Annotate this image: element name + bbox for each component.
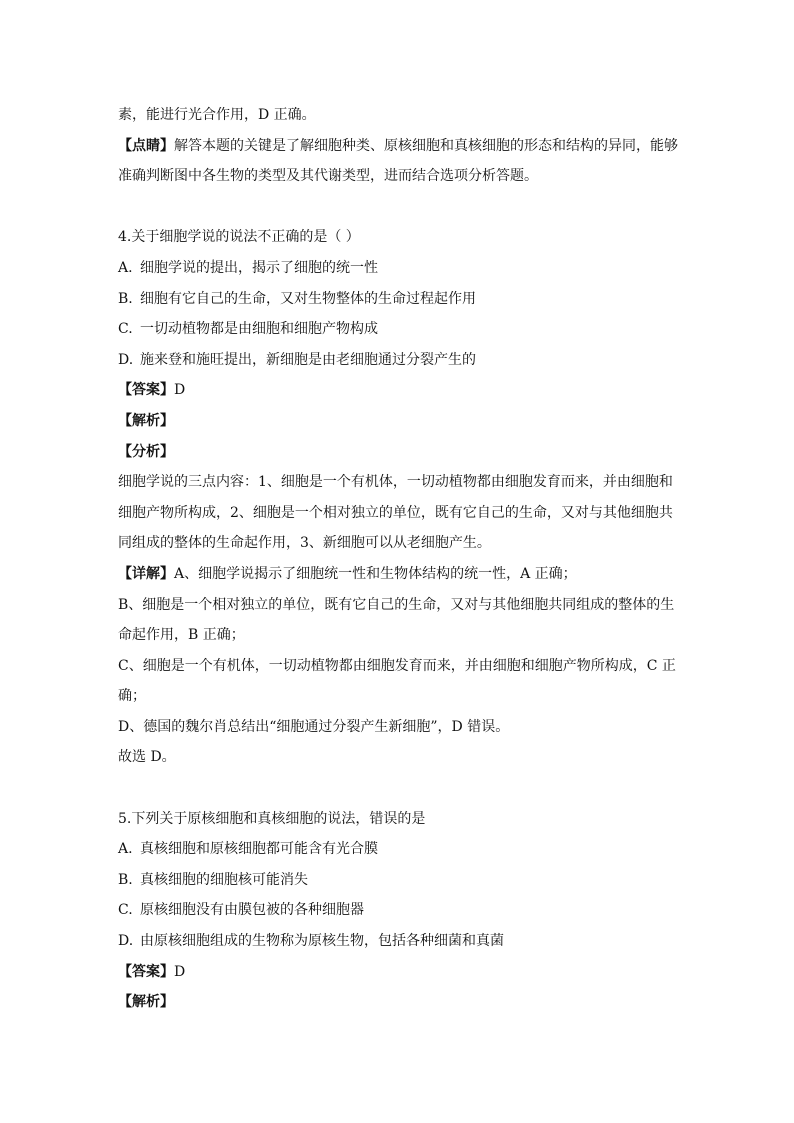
option-text: 真核细胞和原核细胞都可能含有光合膜: [140, 841, 378, 858]
q4-option-b: [118, 284, 678, 315]
point-tag: 【点睛】: [118, 137, 174, 154]
q4-fenxi-line-3: 同组成的整体的生命起作用，3、新细胞可以从老细胞产生。: [118, 535, 491, 552]
document-page: [118, 100, 678, 1018]
spacer: [118, 192, 678, 223]
q5-option-a: [118, 834, 678, 865]
q4-fenxi-line-1: 细胞学说的三点内容：1、细胞是一个有机体，一切动植物都由细胞发育而来，并由细胞和: [118, 474, 673, 491]
option-text: 由原核细胞组成的生物称为原核生物，包括各种细菌和真菌: [140, 933, 504, 950]
option-letter: A.: [118, 841, 133, 858]
option-text: 细胞有它自己的生命，又对生物整体的生命过程起作用: [140, 290, 476, 307]
q4-fenxi-line-2: 细胞产物所构成，2、细胞是一个相对独立的单位，既有它自己的生命，又对与其他细胞共: [118, 504, 673, 521]
option-text: 一切动植物都是由细胞和细胞产物构成: [140, 321, 378, 338]
option-letter: B.: [118, 290, 133, 307]
q4-stem: 4.关于细胞学说的说法不正确的是（ ）: [118, 229, 360, 246]
answer-value: D: [174, 963, 186, 980]
prev-point-line-2: 准确判断图中各生物的类型及其代谢类型，进而结合选项分析答题。: [118, 168, 538, 185]
q4-option-c: [118, 314, 678, 345]
q4-answer: [118, 375, 678, 406]
option-letter: B.: [118, 871, 133, 888]
detail-text: A、细胞学说揭示了细胞统一性和生物体结构的统一性，A 正确；: [174, 565, 577, 582]
q4-detail-line-5: 确；: [118, 688, 146, 705]
answer-value: D: [174, 382, 186, 399]
q5-option-c: [118, 895, 678, 926]
q4-detail-line-4: C、细胞是一个有机体，一切动植物都由细胞发育而来，并由细胞和细胞产物所构成，C 正: [118, 657, 676, 674]
prev-tail-text: 素，能进行光合作用，D 正确。: [118, 107, 316, 123]
option-text: 施来登和施旺提出，新细胞是由老细胞通过分裂产生的: [140, 351, 476, 368]
option-letter: D.: [118, 933, 134, 950]
option-letter: C.: [118, 321, 133, 338]
option-text: 原核细胞没有由膜包被的各种细胞器: [140, 902, 364, 919]
q5-option-b: [118, 865, 678, 896]
q4-conclusion: 故选 D。: [118, 749, 176, 766]
spacer: [118, 773, 678, 804]
answer-tag: 【答案】: [118, 963, 174, 980]
q5-answer: [118, 957, 678, 988]
q5-analysis-tag: 【解析】: [118, 994, 174, 1011]
option-letter: C.: [118, 902, 133, 919]
q4-option-d: [118, 345, 678, 376]
point-text-1: 解答本题的关键是了解细胞种类、原核细胞和真核细胞的形态和结构的异同，能够: [174, 137, 678, 154]
detail-tag: 【详解】: [118, 565, 174, 582]
q4-detail-line-6: D、德国的魏尔肖总结出“细胞通过分裂产生新细胞”，D 错误。: [118, 718, 510, 735]
q5-option-d: [118, 926, 678, 957]
q5-stem: 5.下列关于原核细胞和真核细胞的说法，错误的是: [118, 810, 426, 827]
answer-tag: 【答案】: [118, 382, 174, 399]
option-text: 真核细胞的细胞核可能消失: [140, 871, 308, 888]
q4-analysis-tag: 【解析】: [118, 412, 174, 429]
q4-detail-line-2: B、细胞是一个相对独立的单位，既有它自己的生命，又对与其他细胞共同组成的整体的生: [118, 596, 675, 613]
q4-detail-line-3: 命起作用，B 正确；: [118, 627, 245, 644]
prev-point-line-1: [118, 131, 678, 162]
q4-option-a: [118, 253, 678, 284]
q4-fenxi-tag: 【分析】: [118, 443, 174, 460]
q4-detail-line-1: [118, 559, 678, 590]
option-letter: A.: [118, 259, 133, 276]
option-text: 细胞学说的提出，揭示了细胞的统一性: [140, 259, 378, 276]
option-letter: D.: [118, 351, 134, 368]
